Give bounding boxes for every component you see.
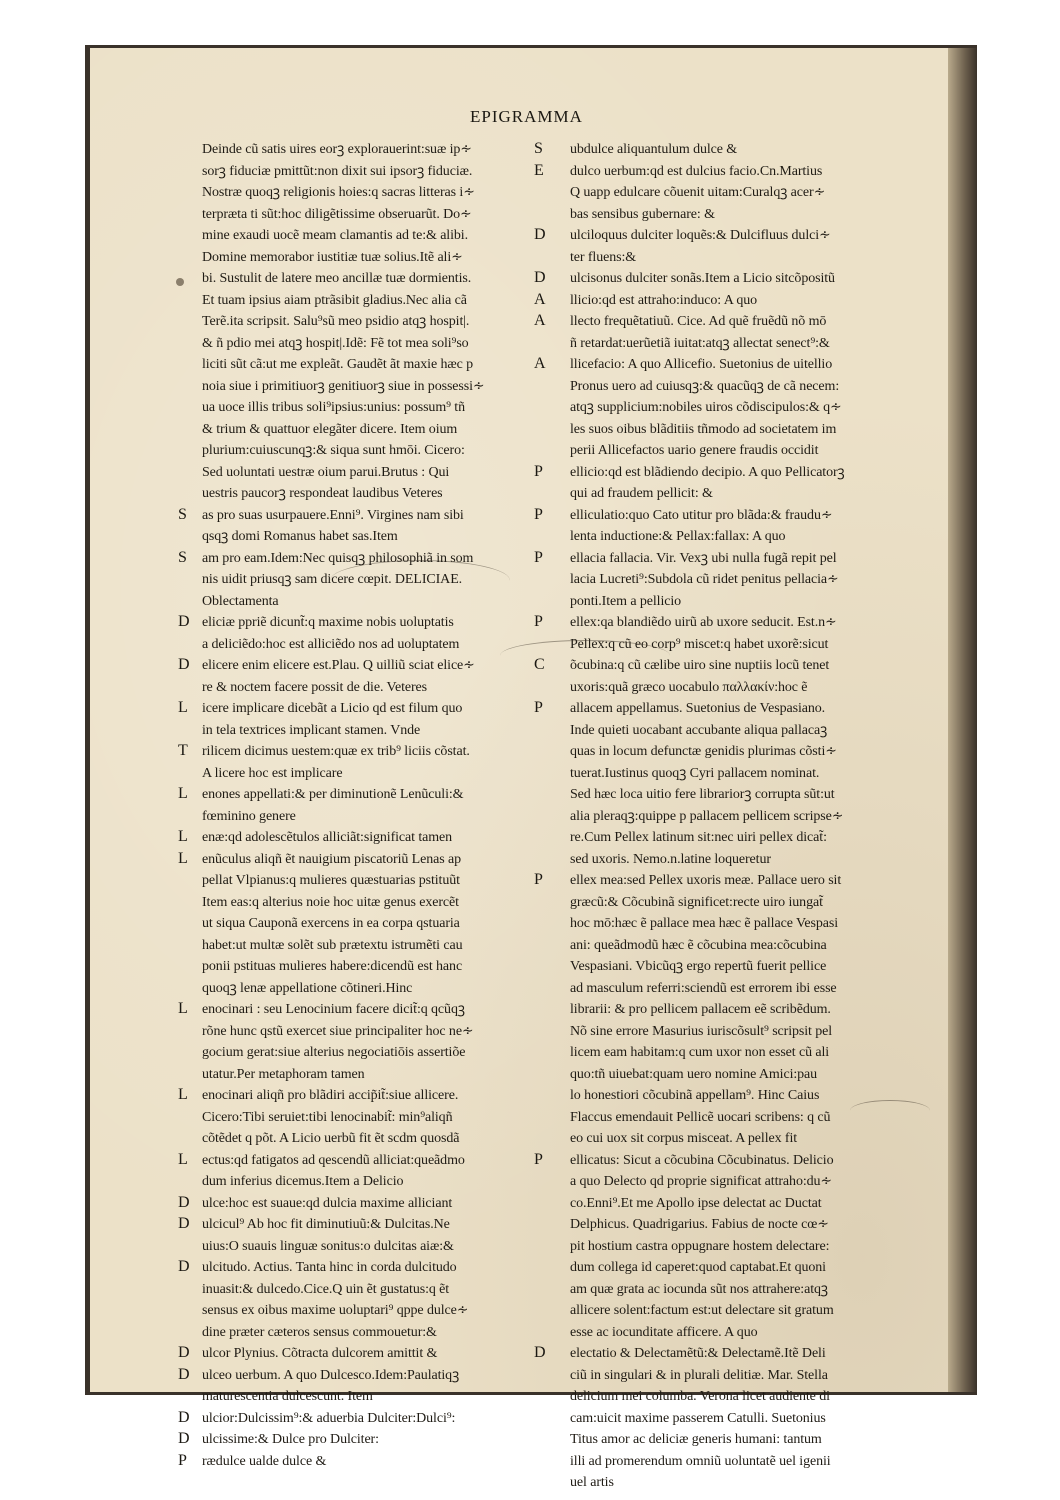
text-line (170, 912, 538, 934)
text-line (170, 525, 538, 547)
line-text: enocinari aliqñ pro blãdiri accip̃it̃:siue allicere. (202, 1088, 459, 1103)
line-text: & trium & quattuor elegãter dicere. Item oium (202, 421, 458, 437)
text-line (170, 160, 538, 182)
line-text: Nõ sine errore Masurius iuriscõsult⁹ scripsit pel (570, 1023, 833, 1039)
text-line (170, 289, 538, 311)
text-line (528, 203, 920, 225)
line-text: ponti.Item a pellicio (570, 593, 682, 609)
line-text: icere implicare dicebãt a Licio qd est filum quo (202, 701, 463, 716)
text-line (170, 1407, 538, 1429)
marginal-initial: P (534, 462, 543, 480)
text-line (528, 1428, 920, 1450)
line-text: quoqꝫ lenæ appellatione cõtineri.Hinc (202, 980, 413, 996)
line-text: llicefacio: A quo Allicefio. Suetonius de uitellio (570, 357, 833, 372)
text-line (528, 805, 920, 827)
page-gutter-shadow (948, 48, 977, 1392)
line-text: enones appellati:& per diminutionẽ Lenũculi:& (202, 787, 464, 802)
line-text: rõne hunc qstũ exercet siue principaliter hoc ne∻ (202, 1023, 474, 1039)
marginal-initial: P (534, 1150, 543, 1168)
line-text: llecto frequẽtatiuũ. Cice. Ad quẽ fruẽdũ nõ mō (570, 314, 827, 329)
text-line (170, 1321, 538, 1343)
line-text: lo honestiori cõcubinã appellam⁹. Hinc Caius (570, 1088, 820, 1103)
line-text: ellicio:qd est blãdiendo decipio. A quo Pellicatorꝫ (570, 464, 845, 480)
line-text: plurium:cuiuscunqꝫ:& siqua sunt hmōi. Cicero: (202, 443, 465, 458)
line-text: Terẽ.ita scripsit. Salu⁹sũ meo psidio atqꝫ hospit|. (202, 314, 470, 329)
left-text-column (170, 138, 538, 1471)
line-text: ter fluens:& (570, 249, 637, 265)
line-text: quas in locum defunctæ genidis plurimas cõsti∻ (570, 744, 837, 759)
text-line (170, 891, 538, 913)
text-line (528, 418, 920, 440)
line-text: ut siqua Cauponã exercens in ea corpa qstuaria (202, 916, 460, 931)
line-text: dum collega id caperet:quod captabat.Et quoni (570, 1260, 826, 1275)
line-text: mine exaudi uocẽ meam clamantis ad te:& alibi. (202, 228, 468, 243)
text-line (170, 1041, 538, 1063)
marginal-initial: P (534, 505, 543, 523)
text-line (170, 1235, 538, 1257)
text-line (170, 1256, 538, 1278)
text-line (170, 977, 538, 999)
line-text: inuasit:& dulcedo.Cice.Q uin ẽt gustatus:q ẽt (202, 1281, 450, 1297)
line-text: esse ac iocunditate afficere. A quo (570, 1324, 758, 1340)
line-text: uxoris:quã græco uocabulo παλλακίν:hoc ẽ (570, 679, 808, 695)
line-text: & ñ pdio mei atqꝫ hospit|.Idẽ: Fẽ tot mea soli⁹so (202, 335, 469, 351)
text-line (528, 160, 920, 182)
line-text: liciti sũt cã:ut me expleãt. Gaudẽt ãt maxie hæc p (202, 357, 474, 372)
marginal-initial: P (534, 548, 543, 566)
line-text: Pellex:q cũ eo corp⁹ miscet:q habet uxorẽ:sicut (570, 636, 829, 652)
running-head: EPIGRAMMA (470, 107, 583, 126)
line-text: eo cui uox sit corpus misceat. A pellex fit (570, 1131, 798, 1146)
line-text: Deinde cũ satis uires eorꝫ explorauerint:suæ ip∻ (202, 142, 472, 157)
text-line (528, 1127, 920, 1149)
text-line (528, 1278, 920, 1300)
text-line (528, 375, 920, 397)
text-line (528, 1192, 920, 1214)
line-text: enũculus aliqñ ẽt nauigium piscatoriũ Lenas ap (202, 851, 461, 867)
line-text: dine præter cæteros sensus commouetur:& (202, 1324, 437, 1340)
line-text: elicere enim elicere est.Plau. Q uilliũ sciat elice∻ (202, 658, 475, 673)
line-text: ellacia fallacia. Vir. Vexꝫ ubi nulla fugã repit pel (570, 550, 837, 566)
text-line (170, 955, 538, 977)
line-text: ellicatus: Sicut a cõcubina Cõcubinatus. Delicio (570, 1152, 834, 1168)
text-line (170, 246, 538, 268)
marginal-initial: A (534, 355, 546, 372)
marginal-initial: A (534, 290, 546, 308)
marginal-initial: L (178, 849, 188, 867)
line-text: pellat Vlpianus:q mulieres quæstuarias pstituũt (202, 873, 460, 888)
line-text: quo:tñ uiuebat:quam uero nomine Amici:pau (570, 1066, 818, 1082)
text-line (528, 1342, 920, 1364)
text-line (528, 568, 920, 590)
line-text: sed uxoris. Nemo.n.latine loqueretur (570, 851, 771, 867)
text-line (170, 1299, 538, 1321)
marginal-initial: L (178, 1000, 188, 1017)
text-line (528, 289, 920, 311)
line-text: cam:uicit maxime passerem Catulli. Suetonius (570, 1410, 826, 1426)
line-text: fœminino genere (202, 808, 296, 824)
line-text: hoc mō:hæc ẽ pallace mea hæc ẽ pallace Vespasi (570, 916, 839, 931)
text-line (528, 611, 920, 633)
text-line (528, 1149, 920, 1171)
text-line (170, 310, 538, 332)
text-line (170, 805, 538, 827)
line-text: llicio:qd est attraho:induco: A quo (570, 292, 758, 308)
text-line (528, 697, 920, 719)
text-line (528, 246, 920, 268)
line-text: licem eam habitam:q cum uxor non esset cũ ali (570, 1045, 830, 1060)
line-text: ectus:qd fatigatos ad qescendũ alliciat:queãdmo (202, 1152, 465, 1168)
line-text: ua uoce illis tribus soli⁹ipsius:unius: possum⁹ tñ (202, 400, 465, 415)
line-text: re & noctem facere possit de die. Veteres (202, 679, 427, 695)
line-text: bi. Sustulit de latere meo ancillæ tuæ dormientis. (202, 271, 472, 286)
line-text: Oblectamenta (202, 593, 279, 609)
text-line (528, 1299, 920, 1321)
marginal-initial: A (534, 312, 546, 329)
line-text: ulcor Plynius. Cõtracta dulcorem amittit & (202, 1346, 438, 1361)
text-line (528, 547, 920, 569)
text-line (170, 1450, 538, 1472)
line-text: ubdulce aliquantulum dulce & (570, 142, 738, 157)
text-line (528, 826, 920, 848)
line-text: ñ retardat:uerũetiã iuitat:atqꝫ allectat senect⁹:& (570, 335, 830, 351)
marginal-initial: L (178, 1086, 188, 1103)
line-text: noia siue i primitiuorꝫ genitiuorꝫ siue in possessi∻ (202, 378, 485, 394)
text-line (528, 955, 920, 977)
line-text: ulciloquus dulciter loquẽs:& Dulcifluus dulci∻ (570, 228, 831, 243)
text-line (170, 547, 538, 569)
marginal-initial: S (178, 505, 187, 523)
text-line (528, 181, 920, 203)
text-line (528, 1063, 920, 1085)
marginal-scribble (330, 560, 510, 601)
line-text: sorꝫ fiduciæ pmittũt:non dixit sui ipsorꝫ fiduciæ. (202, 163, 473, 179)
text-line (170, 719, 538, 741)
line-text: ulcicul⁹ Ab hoc fit diminutiuũ:& Dulcitas.Ne (202, 1217, 450, 1232)
marginal-initial: D (178, 656, 190, 673)
line-text: Domine memorabor iustitiæ tuæ solius.Itẽ ali∻ (202, 249, 463, 265)
line-text: uel artis (570, 1475, 614, 1490)
text-line (170, 1106, 538, 1128)
marginal-scribble (500, 640, 670, 671)
line-text: utatur.Per metaphoram tamen (202, 1066, 365, 1082)
text-line (170, 1385, 538, 1407)
text-line (528, 1385, 920, 1407)
line-text: Flaccus emendauit Pellicẽ uocari scribens: q cũ (570, 1109, 831, 1125)
text-line (170, 1278, 538, 1300)
text-line (528, 1321, 920, 1343)
text-line (170, 1084, 538, 1106)
text-line (170, 418, 538, 440)
line-text: delicium mei columba. Verona licet audiente di (570, 1389, 830, 1404)
text-line (170, 611, 538, 633)
line-text: ulce:hoc est suaue:qd dulcia maxime alliciant (202, 1195, 453, 1211)
text-line (170, 439, 538, 461)
text-line (528, 1020, 920, 1042)
text-line (170, 740, 538, 762)
marginal-initial: E (534, 161, 544, 179)
text-line (528, 1041, 920, 1063)
line-text: ulcitudo. Actius. Tanta hinc in corda dulcitudo (202, 1260, 457, 1275)
line-text: õcubina:q cũ cælibe uiro sine nuptiis locũ tenet (570, 658, 830, 673)
line-text: lacia Lucreti⁹:Subdola cũ ridet penitus pellacia∻ (570, 572, 839, 587)
text-line (528, 525, 920, 547)
line-text: Nostræ quoqꝫ religionis hoies:q sacras litteras i∻ (202, 185, 475, 200)
text-line (528, 912, 920, 934)
marginal-initial: P (534, 613, 543, 630)
text-line (170, 482, 538, 504)
text-line (528, 998, 920, 1020)
text-line (528, 762, 920, 784)
marginal-initial: D (178, 1258, 190, 1275)
marginal-initial: T (178, 742, 188, 759)
line-text: Titus amor ac deliciæ generis humani: tantum (570, 1432, 822, 1447)
text-line (170, 1170, 538, 1192)
text-line (170, 1149, 538, 1171)
text-line (170, 332, 538, 354)
line-text: Q uapp edulcare cõuenit uitam:Curalqꝫ acer∻ (570, 185, 826, 200)
text-line (170, 998, 538, 1020)
text-line (528, 783, 920, 805)
text-line (170, 461, 538, 483)
marginal-initial: D (178, 1430, 190, 1447)
text-line (528, 891, 920, 913)
text-line (528, 138, 920, 160)
line-text: re.Cum Pellex latinum sit:nec uiri pellex dicat̃: (570, 830, 827, 845)
text-line (528, 934, 920, 956)
line-text: librarii: & pro pellicem pallacem eẽ scribẽdum. (570, 1002, 831, 1017)
marginal-initial: L (178, 699, 188, 716)
line-text: qsqꝫ domi Romanus habet sas.Item (202, 529, 398, 544)
text-line (528, 1471, 920, 1493)
marginal-scribble (850, 1100, 930, 1121)
line-text: græcũ:& Cõcubinã significet:recte uiro iungat̃ (570, 894, 823, 910)
text-line (528, 977, 920, 999)
text-line (528, 504, 920, 526)
marginal-initial: D (178, 1344, 190, 1361)
line-text: enæ:qd adolescẽtulos alliciãt:significat tamen (202, 830, 453, 845)
line-text: lenta inductione:& Pellax:fallax: A quo (570, 529, 786, 544)
right-text-column (528, 138, 920, 1493)
text-line (170, 633, 538, 655)
text-line (170, 676, 538, 698)
text-line (528, 1450, 920, 1472)
line-text: ulcisonus dulciter sonãs.Item a Licio sitcõpositũ (570, 271, 835, 286)
text-line (528, 1256, 920, 1278)
marginal-initial: C (534, 656, 545, 673)
line-text: a quo Delecto qd proprie significat attraho:du∻ (570, 1174, 833, 1189)
marginal-initial: D (178, 1408, 190, 1426)
text-line (170, 783, 538, 805)
line-text: eliciæ ppriẽ dicunt̃:q maxime nobis uoluptatis (202, 615, 454, 630)
line-text: ani: queãdmodũ hæc ẽ cõcubina mea:cõcubina (570, 937, 827, 953)
text-line (528, 1213, 920, 1235)
line-text: ad masculum referri:sciendũ est errorem ibi esse (570, 980, 837, 996)
text-line (170, 826, 538, 848)
line-text: a deliciẽdo:hoc est alliciẽdo nos ad uoluptatem (202, 636, 460, 652)
line-text: Pronus uero ad cuiusqꝫ:& quacũqꝫ de cã necem: (570, 378, 840, 394)
text-line (528, 396, 920, 418)
text-line (528, 332, 920, 354)
text-line (170, 1020, 538, 1042)
text-line (528, 719, 920, 741)
line-text: dulco uerbum:qd est dulcius facio.Cn.Martius (570, 163, 823, 179)
line-text: Item eas:q alterius noie hoc uitæ genus exercẽt (202, 894, 459, 910)
text-line (528, 1170, 920, 1192)
text-line (528, 310, 920, 332)
line-text: Sed hæc loca uitio fere librariorꝫ corrupta sũt:ut (570, 787, 835, 802)
text-line (528, 1235, 920, 1257)
line-text: allacem appellamus. Suetonius de Vespasiano. (570, 701, 826, 716)
line-text: Vespasiani. Vbicũqꝫ ergo repertũ fuerit pellice (570, 959, 827, 974)
marginal-initial: D (534, 269, 546, 286)
line-text: A licere hoc est implicare (202, 765, 343, 781)
text-line (170, 396, 538, 418)
text-line (528, 740, 920, 762)
text-line (170, 504, 538, 526)
line-text: illi ad promerendum omniũ uoluntatẽ uel igenii (570, 1453, 831, 1469)
line-text: electatio & Delectamẽtũ:& Delectamẽ.Itẽ Deli (570, 1346, 826, 1361)
line-text: Sed uoluntati uestræ oium parui.Brutus : Qui (202, 464, 450, 480)
line-text: pit hostium castra oppugnare hostem delectare: (570, 1238, 830, 1254)
line-text: terpræta ti sũt:hoc diligẽtissime obseruarũt. Do∻ (202, 206, 472, 222)
text-line (528, 848, 920, 870)
text-line (528, 1364, 920, 1386)
line-text: dum inferius dicemus.Item a Delicio (202, 1174, 404, 1189)
marginal-initial: D (178, 1215, 190, 1232)
text-line (170, 224, 538, 246)
marginal-initial: D (534, 1344, 546, 1361)
text-line (170, 848, 538, 870)
line-text: gocium gerat:siue alterius negociatiōis assertiõe (202, 1045, 466, 1060)
marginal-initial: P (534, 699, 543, 716)
text-line (528, 1407, 920, 1429)
text-line (170, 267, 538, 289)
line-text: uestris paucorꝫ respondeat laudibus Veteres (202, 486, 443, 501)
line-text: atqꝫ supplicium:nobiles uiros cõdiscipulos:& q∻ (570, 400, 842, 415)
line-text: ellex mea:sed Pellex uxoris meæ. Pallace uero sit (570, 873, 842, 888)
line-text: allicere solent:factum est:ut delectare sit gratum (570, 1303, 834, 1318)
line-text: elliculatio:quo Cato utitur pro blãda:& fraudu∻ (570, 507, 833, 523)
line-text: tuerat.Iustinus quoqꝫ Cyri pallacem nominat. (570, 765, 820, 781)
line-text: Inde quieti uocabant accubante aliqua pallacaꝫ (570, 722, 828, 738)
line-text: cõtẽdet q põt. A Licio uerbũ fit ẽt scdm quosdã (202, 1131, 460, 1146)
text-line (170, 1063, 538, 1085)
line-text: ulcissime:& Dulce pro Dulciter: (202, 1432, 379, 1447)
text-line (170, 762, 538, 784)
text-line (528, 267, 920, 289)
line-text: qui ad fraudem pellicit: & (570, 486, 713, 501)
marginal-initial: D (178, 1193, 190, 1211)
text-line (528, 461, 920, 483)
line-text: am pro eam.Idem:Nec quisqꝫ philosophiã in som (202, 550, 474, 566)
line-text: habet:ut multæ solẽt sub prætextu istrumẽti cau (202, 937, 463, 953)
text-line (170, 1213, 538, 1235)
marginal-initial: D (534, 226, 546, 243)
marginal-initial: P (178, 1451, 187, 1469)
line-text: co.Enni⁹.Et me Apollo ipse delectat ac Ductat (570, 1195, 822, 1211)
line-text: alia pleraqꝫ:quippe p pallacem pellicem scripse∻ (570, 808, 844, 824)
line-text: in tela textrices implicant stamen. Vnde (202, 722, 421, 738)
text-line (170, 1428, 538, 1450)
line-text: sensus ex oibus maxime uoluptari⁹ qppe dulce∻ (202, 1303, 469, 1318)
text-line (170, 697, 538, 719)
text-line (170, 934, 538, 956)
text-line (170, 869, 538, 891)
line-text: enocinari : seu Lenocinium facere dicit̃:q qcũqꝫ (202, 1002, 465, 1017)
marginal-initial: D (178, 613, 190, 630)
line-text: Cicero:Tibi seruiet:tibi lenocinabit̃: min⁹aliqñ (202, 1109, 453, 1125)
line-text: Delphicus. Quadrigarius. Fabius de nocte cœ∻ (570, 1217, 829, 1232)
text-line (528, 439, 920, 461)
text-line (170, 1364, 538, 1386)
line-text: rilicem dicimus uestem:quæ ex trib⁹ liciis cõstat. (202, 744, 470, 759)
line-text: ponii pstituas mulieres habere:dicendũ est hanc (202, 959, 463, 974)
marginal-initial: S (534, 140, 543, 157)
text-line (170, 353, 538, 375)
marginal-initial: L (178, 828, 188, 845)
line-text: ulceo uerbum. A quo Dulcesco.Idem:Paulatiqꝫ (202, 1367, 460, 1383)
marginal-initial: P (534, 871, 543, 888)
text-line (170, 181, 538, 203)
line-text: as pro suas usurpauere.Enni⁹. Virgines nam sibi (202, 507, 464, 523)
text-line (170, 375, 538, 397)
line-text: rædulce ualde dulce & (202, 1453, 327, 1469)
text-line (528, 590, 920, 612)
text-line (528, 353, 920, 375)
line-text: ulcior:Dulcissim⁹:& aduerbia Dulciter:Dulci⁹: (202, 1410, 456, 1426)
line-text: perii Allicefactos uario genere fraudis occidit (570, 443, 819, 458)
line-text: bas sensibus gubernare: & (570, 206, 715, 222)
line-text: ciũ in singulari & in plurali delitiæ. Mar. Stella (570, 1367, 828, 1383)
line-text: les suos oibus blãditiis tñmodo ad societatem im (570, 421, 837, 437)
text-line (528, 224, 920, 246)
text-line (170, 1192, 538, 1214)
line-text: ellex:qa blandiẽdo uirũ ab uxore seducit. Est.n∻ (570, 615, 837, 630)
line-text: maturescentia dulcescunt. Item (202, 1389, 373, 1404)
marginal-initial: D (178, 1365, 190, 1383)
text-line (170, 1127, 538, 1149)
text-line (170, 203, 538, 225)
text-line (170, 1342, 538, 1364)
line-text: Et tuam ipsius aiam ptrãsibit gladius.Nec alia cã (202, 292, 467, 308)
marginal-initial: S (178, 548, 187, 566)
text-line (528, 869, 920, 891)
line-text: uius:O suauis linguæ sonitus:o dulcitas aiæ:& (202, 1238, 454, 1254)
text-line (528, 676, 920, 698)
line-text: am quæ grata ac iocunda sũt nos attrahere:atqꝫ (570, 1281, 828, 1297)
text-line (170, 654, 538, 676)
text-line (170, 138, 538, 160)
marginal-initial: L (178, 785, 188, 802)
line-text: nis uidit priusqꝫ sam dicere cœpit. DELICIAE. (202, 572, 463, 587)
marginal-initial: L (178, 1150, 188, 1168)
text-line (528, 482, 920, 504)
